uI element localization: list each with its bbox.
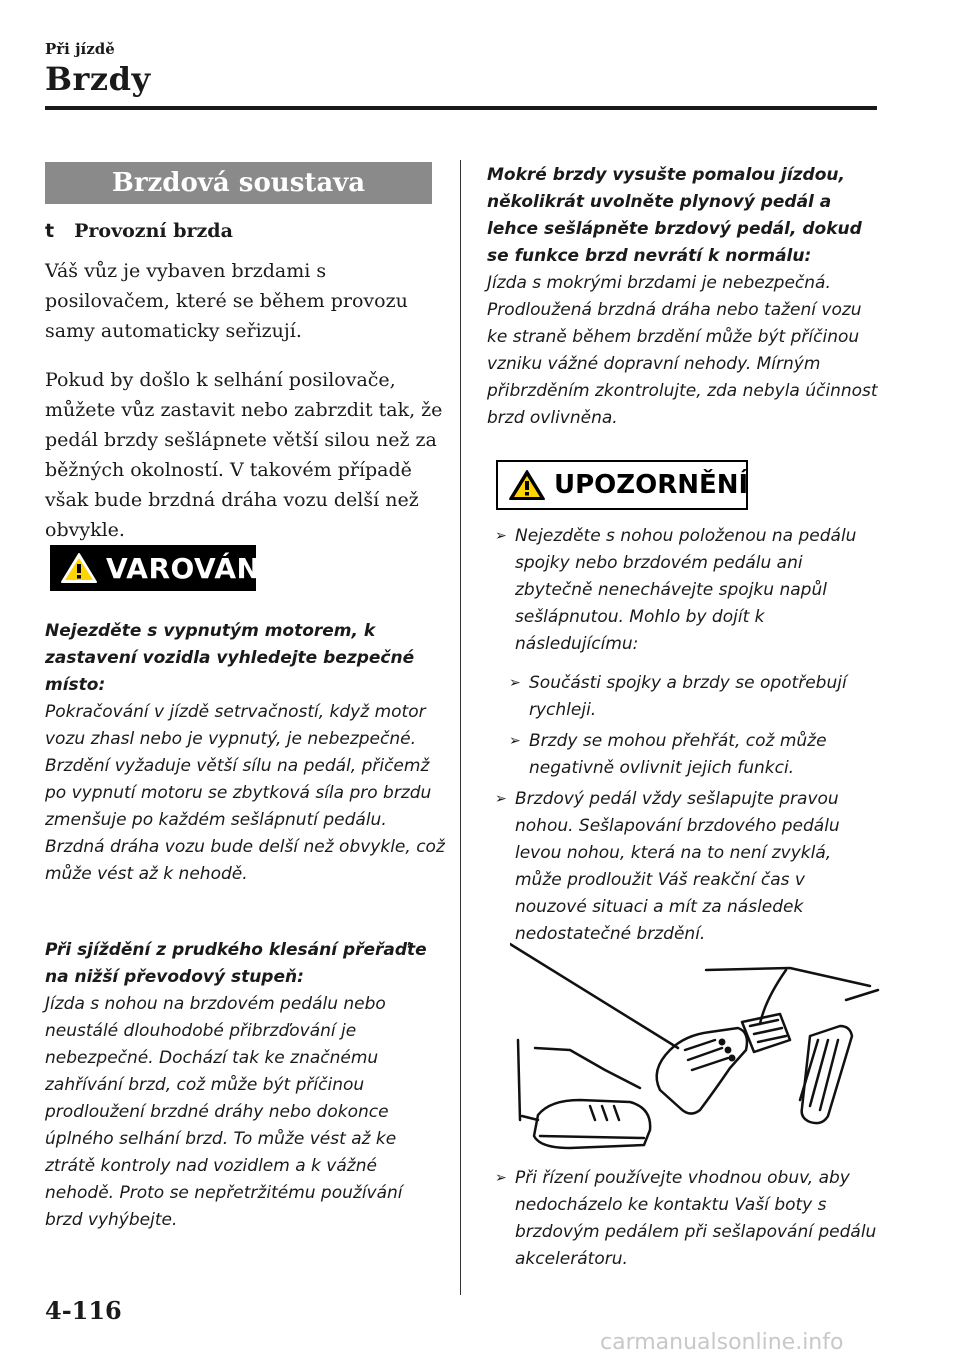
watermark: carmanualsonline.info	[600, 1330, 844, 1355]
paragraph-1: Váš vůz je vybaven brzdami s posilovačem, které se během provozu samy automaticky seřizují.	[45, 260, 408, 342]
caution-triangle-icon	[508, 469, 546, 501]
warning-item-1-title: Nejezděte s vypnutým motorem, k zastavení vozidla vyhledejte bezpečné místo:	[45, 621, 415, 695]
warning-item-2-text: Jízda s nohou na brzdovém pedálu nebo neustálé dlouhodobé přibrzďování je nebezpečné. Dochází tak ke značnému zahřívání brzd, což může být příčinou prodloužení brzdné dráhy nebo dokonce úplného selhání brzd. To může vést až ke ztrátě kontroly nad vozidlem a k vážné nehodě. Proto se nepřetržitému používání brzd vyhýbejte.	[45, 994, 403, 1230]
list-item	[495, 523, 880, 658]
caution-sub-1: Součásti spojky a brzdy se opotřebují rychleji.	[529, 673, 847, 720]
arrow-bullet-icon: ➢	[495, 791, 507, 807]
caution-bullet-2: Brzdový pedál vždy sešlapujte pravou nohou. Sešlapování brzdového pedálu levou nohou, která na to není zvyklá, může prodloužit Váš reakční čas v nouzové situaci a mít za následek nedostatečné brzdění.	[515, 789, 840, 944]
warning-label-box	[50, 545, 272, 591]
warning-label: VAROVÁNÍ	[106, 551, 272, 585]
arrow-bullet-icon: ➢	[509, 733, 521, 749]
list-item	[495, 786, 880, 948]
chapter-title: Brzdy	[45, 60, 151, 98]
subheading-text: Provozní brzda	[74, 220, 233, 242]
column-divider	[460, 160, 461, 1295]
list-item	[495, 1165, 880, 1273]
warning-item-2	[45, 937, 445, 1234]
warning-item-1-text: Pokračování v jízdě setrvačností, když motor vozu zhasl nebo je vypnutý, je nebezpečné. Brzdění vyžaduje větší sílu na pedál, přičemž po vypnutí motoru se zbytková síla pro brzdu zmenšuje po každém sešlápnutí pedálu. Brzdná dráha vozu bude delší než obvykle, což může vést až k nehodě.	[45, 702, 445, 884]
caution-bullet-1: Nejezděte s nohou položenou na pedálu spojky nebo brzdovém pedálu ani zbytečně nenechávejte spojku napůl sešlápnutou. Mohlo by dojít k následujícímu:	[515, 526, 857, 654]
warning-item-2-title: Při sjíždění z prudkého klesání přeřaďte na nižší převodový stupeň:	[45, 940, 427, 987]
arrow-bullet-icon: ➢	[509, 675, 521, 691]
caution-label-box	[496, 460, 748, 510]
warning-item-3-title: Mokré brzdy vysušte pomalou jízdou, několikrát uvolněte plynový pedál a lehce sešlápněte brzdový pedál, dokud se funkce brzd nevrátí k normálu:	[487, 165, 862, 266]
caution-bullet-3: Při řízení používejte vhodnou obuv, aby nedocházelo ke kontaktu Vaší boty s brzdovým pedálem při sešlapování pedálu akcelerátoru.	[515, 1168, 877, 1269]
page-number: 4-116	[45, 1296, 122, 1325]
arrow-bullet-icon: ➢	[495, 528, 507, 544]
section-title: Brzdová soustava	[45, 162, 432, 204]
caution-list-continued	[495, 1165, 880, 1273]
warning-item-3	[487, 162, 887, 432]
caution-list	[495, 523, 880, 948]
caution-sub-2: Brzdy se mohou přehřát, což může negativně ovlivnit jejich funkci.	[529, 731, 827, 778]
list-item	[509, 670, 880, 724]
warning-item-1	[45, 618, 445, 888]
arrow-bullet-icon: ➢	[495, 1170, 507, 1186]
pedal-illustration	[510, 940, 880, 1162]
subheading	[45, 220, 233, 242]
paragraph-2: Pokud by došlo k selhání posilovače, můžete vůz zastavit nebo zabrzdit tak, že pedál brzdy sešlápnete větší silou než za běžných okolností. V takovém případě však bude brzdná dráha vozu delší než obvykle.	[45, 369, 443, 541]
breadcrumb: Při jízdě	[45, 40, 115, 58]
caution-label: UPOZORNĚNÍ	[554, 470, 749, 500]
warning-triangle-icon	[60, 552, 98, 584]
header-rule	[45, 106, 877, 110]
subheading-bullet-icon: t	[45, 220, 55, 242]
list-item	[509, 728, 880, 782]
warning-item-3-text: Jízda s mokrými brzdami je nebezpečná. Prodloužená brzdná dráha nebo tažení vozu ke straně během brzdění může být příčinou vzniku vážné dopravní nehody. Mírným přibrzděním zkontrolujte, zda nebyla účinnost brzd ovlivněna.	[487, 273, 878, 428]
